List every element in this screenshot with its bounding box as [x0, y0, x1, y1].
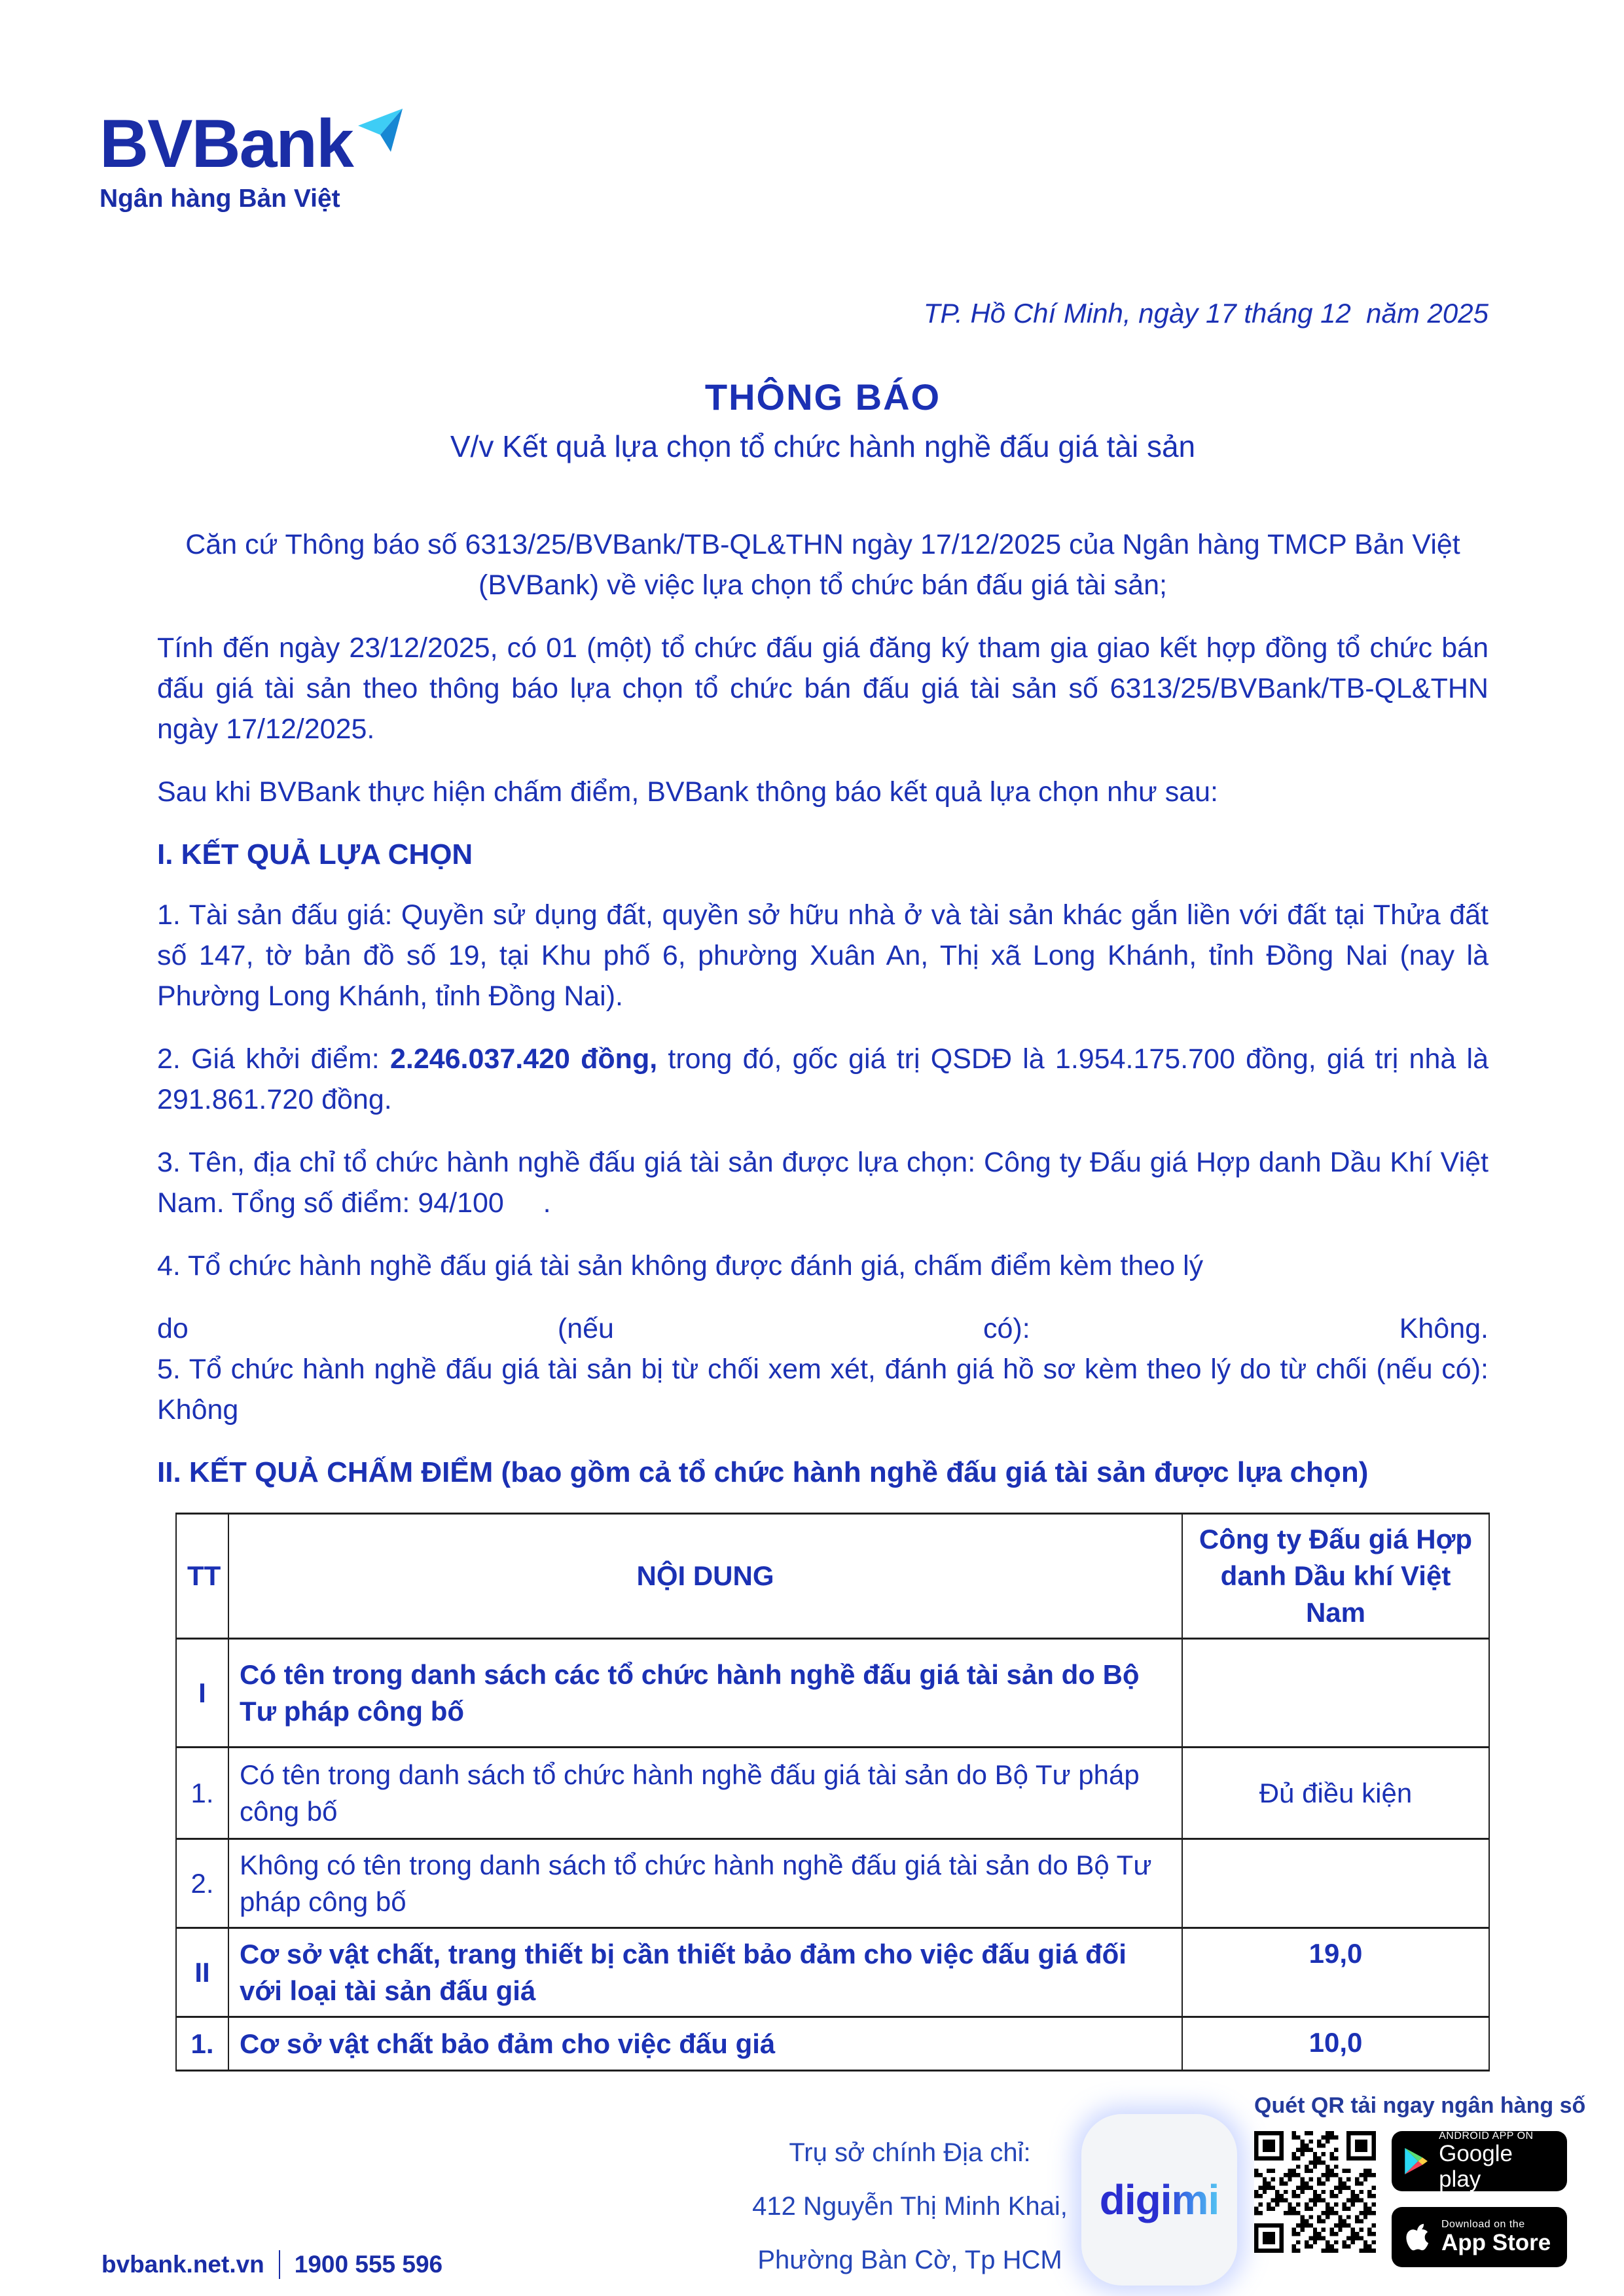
apple-icon [1403, 2221, 1431, 2253]
store-badges [1392, 2131, 1567, 2267]
table-cell-score: 10,0 [1182, 2017, 1489, 2071]
scoring-table [175, 1513, 1490, 2072]
table-cell-score: 19,0 [1182, 1928, 1489, 2017]
table-cell-tt: I [176, 1639, 228, 1748]
app-store-badge-label: App Store [1441, 2229, 1551, 2255]
google-play-icon [1403, 2147, 1428, 2176]
address-line-2: 412 Nguyễn Thị Minh Khai, [752, 2192, 1068, 2221]
table-cell-score [1182, 1639, 1489, 1748]
google-play-badge-top: ANDROID APP ON [1439, 2130, 1534, 2142]
table-header-row [176, 1514, 1489, 1639]
paragraph-basis: Căn cứ Thông báo số 6313/25/BVBank/TB-QL&THN ngày 17/12/2025 của Ngân hàng TMCP Bản Việt (BVBank) về việc lựa chọn tổ chức bán đấu giá tài sản; [185, 529, 1460, 601]
footer-contact [101, 2250, 442, 2279]
table-cell-tt: 1. [176, 1748, 228, 1839]
app-store-badge [1392, 2207, 1567, 2267]
section-2-heading: II. KẾT QUẢ CHẤM ĐIỂM (bao gồm cả tổ chức hành nghề đấu giá tài sản được lựa chọn) [157, 1456, 1369, 1488]
item-4-5-block [157, 1246, 1489, 1430]
table-header-company: Công ty Đấu giá Hợp danh Dầu khí Việt Nam [1182, 1514, 1489, 1639]
table-cell-score [1182, 1839, 1489, 1928]
item-4-word-khong: Không. [1399, 1313, 1489, 1344]
table-row [176, 1748, 1489, 1839]
document-subtitle: V/v Kết quả lựa chọn tổ chức hành nghề đấu giá tài sản [450, 429, 1196, 463]
table-cell-content: Cơ sở vật chất bảo đảm cho việc đấu giá [228, 2017, 1182, 2071]
item-5-refused: 5. Tổ chức hành nghề đấu giá tài sản bị từ chối xem xét, đánh giá hồ sơ kèm theo lý do từ chối (nếu có): Không [157, 1354, 1489, 1426]
digimi-logo: digimi [1099, 2176, 1219, 2223]
item-4-word-neu: (nếu [557, 1313, 614, 1344]
table-row [176, 1639, 1489, 1748]
footer-divider [279, 2250, 280, 2279]
table-cell-score: Đủ điều kiện [1182, 1748, 1489, 1839]
table-row [176, 1928, 1489, 2017]
footer-address [746, 2126, 1074, 2287]
bvbank-logo-text: BVBank [99, 106, 353, 182]
item-4-justified-line [157, 1308, 1489, 1349]
qr-caption: Quét QR tải ngay ngân hàng số [1254, 2093, 1586, 2118]
table-cell-content: Có tên trong danh sách tổ chức hành nghề đấu giá tài sản do Bộ Tư pháp công bố [228, 1748, 1182, 1839]
item-3-selected-org: 3. Tên, địa chỉ tổ chức hành nghề đấu giá tài sản được lựa chọn: Công ty Đấu giá Hợp danh Dầu Khí Việt Nam. Tổng số điểm: 94/100 . [157, 1147, 1489, 1219]
item-2-starting-price [157, 1039, 1489, 1120]
google-play-badge [1392, 2131, 1567, 2191]
item-2-suffix: trong đó, gốc giá trị QSDĐ là 1.954.175.700 đồng, giá trị nhà là 291.861.720 đồng. [157, 1043, 1489, 1115]
table-row [176, 2017, 1489, 2071]
table-header-content: NỘI DUNG [228, 1514, 1182, 1639]
paragraph-registration: Tính đến ngày 23/12/2025, có 01 (một) tổ chức đấu giá đăng ký tham gia giao kết hợp đồng tổ chức bán đấu giá tài sản theo thông báo lựa chọn tổ chức bán đấu giá tài sản số 6313/25/BVBank/TB-QL&THN ngày 17/12/2025. [157, 632, 1489, 745]
table-cell-content: Có tên trong danh sách các tổ chức hành nghề đấu giá tài sản do Bộ Tư pháp công bố [228, 1639, 1182, 1748]
table-header-tt: TT [176, 1514, 228, 1639]
app-store-badge-top: Download on the [1441, 2218, 1525, 2230]
footer-hotline: 1900 555 596 [294, 2251, 443, 2278]
table-cell-tt: 1. [176, 2017, 228, 2071]
bvbank-logo-tagline: Ngân hàng Bản Việt [99, 185, 340, 213]
address-line-1: Trụ sở chính Địa chỉ: [789, 2138, 1031, 2167]
bvbank-logo [99, 106, 408, 213]
item-2-price-bold: 2.246.037.420 đồng, [389, 1043, 658, 1075]
item-2-prefix: 2. Giá khởi điểm: [157, 1043, 390, 1075]
google-play-badge-label: Google play [1439, 2141, 1513, 2192]
address-line-3: Phường Bàn Cờ, Tp HCM [757, 2246, 1062, 2274]
item-4-word-do: do [157, 1313, 189, 1344]
bvbank-arrow-icon [357, 106, 408, 157]
section-1-heading: I. KẾT QUẢ LỰA CHỌN [157, 838, 473, 870]
table-row [176, 1839, 1489, 1928]
dateline: TP. Hồ Chí Minh, ngày 17 tháng 12 năm 2025 [923, 298, 1489, 329]
item-4-word-co: có): [983, 1313, 1030, 1344]
qr-code [1254, 2131, 1376, 2253]
digimi-app-card [1081, 2114, 1237, 2286]
qr-code-image [1254, 2131, 1376, 2253]
footer-website: bvbank.net.vn [101, 2251, 264, 2278]
table-cell-tt: 2. [176, 1839, 228, 1928]
paragraph-announcement: Sau khi BVBank thực hiện chấm điểm, BVBank thông báo kết quả lựa chọn như sau: [157, 776, 1219, 808]
table-cell-content: Cơ sở vật chất, trang thiết bị cần thiết bảo đảm cho việc đấu giá đối với loại tài sản đấu giá [228, 1928, 1182, 2017]
table-cell-tt: II [176, 1928, 228, 2017]
table-cell-content: Không có tên trong danh sách tổ chức hành nghề đấu giá tài sản do Bộ Tư pháp công bố [228, 1839, 1182, 1928]
item-4-line1: 4. Tổ chức hành nghề đấu giá tài sản không được đánh giá, chấm điểm kèm theo lý [157, 1250, 1204, 1282]
document-title: THÔNG BÁO [704, 376, 941, 418]
item-1-asset: 1. Tài sản đấu giá: Quyền sử dụng đất, quyền sở hữu nhà ở và tài sản khác gắn liền với đất tại Thửa đất số 147, tờ bản đồ số 19, tại Khu phố 6, phường Xuân An, Thị xã Long Khánh, tỉnh Đồng Nai (nay là Phường Long Khánh, tỉnh Đồng Nai). [157, 899, 1489, 1012]
